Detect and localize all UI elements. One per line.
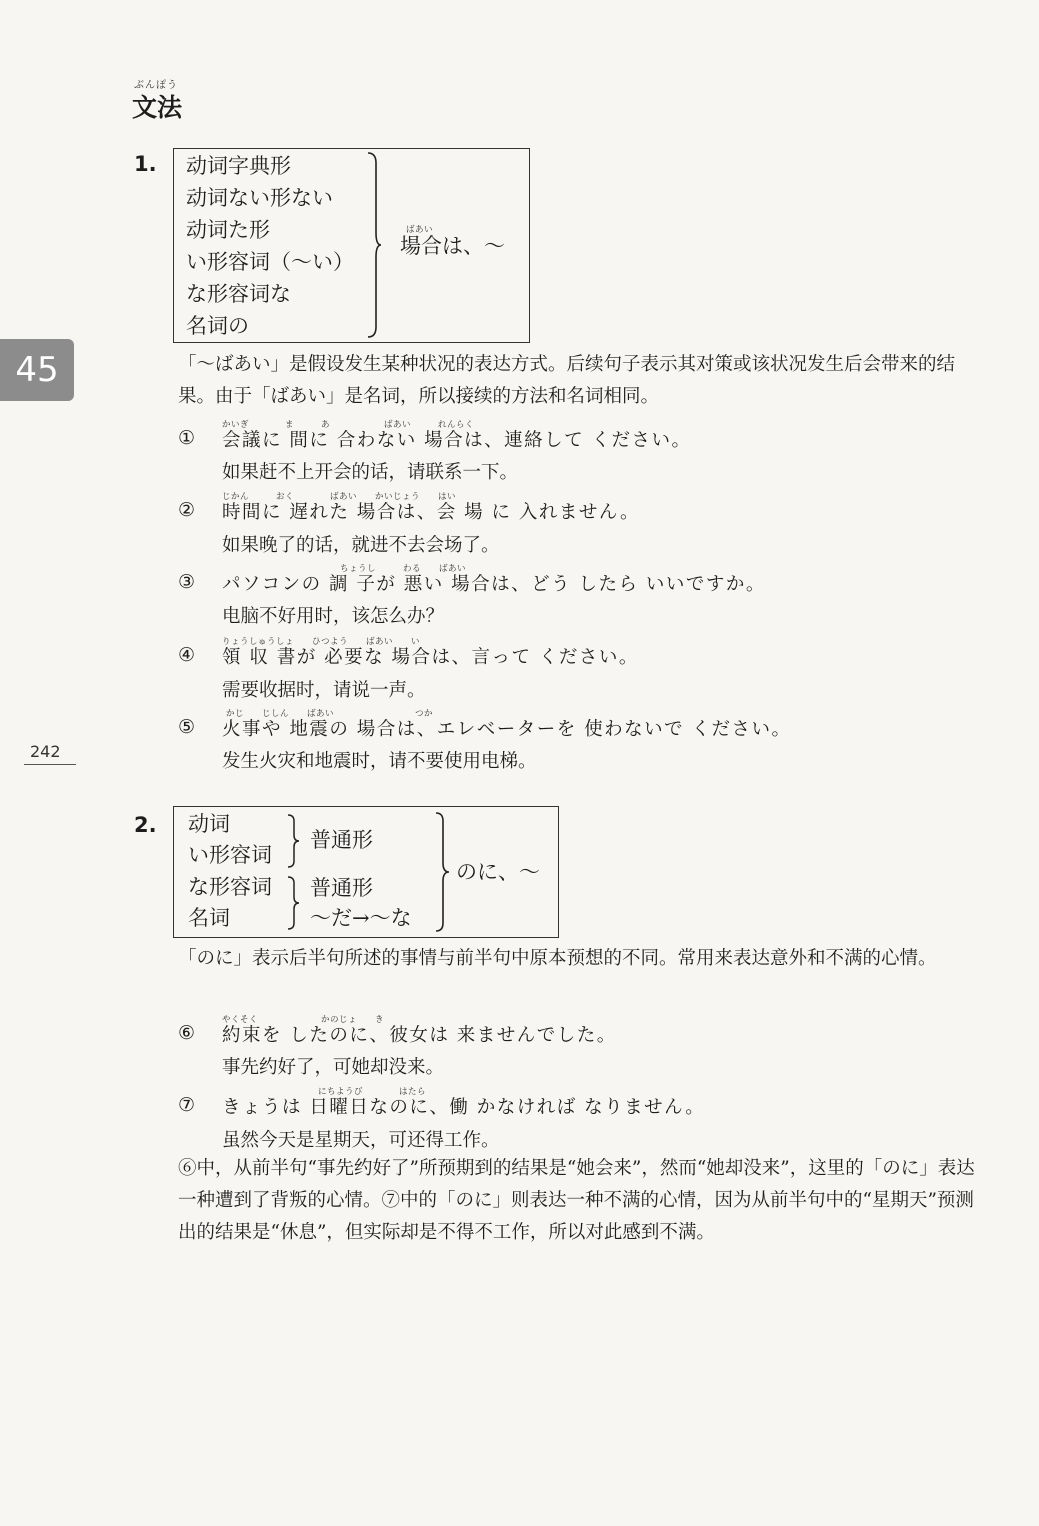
grammar-2-result: のに、〜 (456, 860, 540, 884)
example-japanese: パソコンの 調 子が 悪い 場合は、どう したら いいですか。 (222, 574, 766, 595)
pattern-line: な形容词 (188, 875, 272, 899)
grammar-2-pattern-box (173, 806, 559, 938)
pattern-line: 名词の (186, 314, 249, 338)
pattern-line: な形容词な (186, 282, 291, 306)
example-chinese: 电脑不好用时，该怎么办？ (222, 606, 445, 627)
pattern-line: 名词 (188, 906, 230, 930)
pattern-middle: 〜だ→〜な (310, 906, 412, 930)
example-furigana: かじ じしん ばあい つか (226, 709, 434, 719)
right-brace-icon (286, 875, 300, 931)
example-japanese: 時間に 遅れた 場合は、会 場 に 入れません。 (222, 502, 641, 523)
grammar-1-explanation: 「〜ばあい」是假设发生某种状况的表达方式。后续句子表示其对策或该状况发生后会带来的结果。由于「ばあい」是名词，所以接续的方法和名词相同。 (178, 354, 956, 407)
example-number: ② (178, 499, 196, 521)
chapter-tab: 45 (0, 339, 74, 401)
grammar-1-number: 1. (134, 152, 157, 176)
example-japanese: 火事や 地震の 場合は、エレベーターを 使わないで ください。 (222, 719, 792, 740)
grammar-1-result: 場合は、〜 (400, 234, 505, 258)
grammar-2-note: ⑥中，从前半句“事先约好了”所预期到的结果是“她会来”，然而“她却没来”，这里的「のに」表达一种遭到了背叛的心情。⑦中的「のに」则表达一种不满的心情，因为从前半句中的“星期天”预测出的结果是“休息”，但实际却是不得不工作，所以对此感到不满。 (178, 1158, 975, 1243)
section-title: 文法 (132, 93, 183, 122)
example-japanese: 約束を したのに、彼女は 来ませんでした。 (222, 1025, 617, 1046)
example-chinese: 事先约好了，可她却没来。 (222, 1057, 445, 1078)
page-number: 242 (30, 742, 61, 761)
example-furigana: ちょうし わる ばあい (340, 564, 467, 574)
pattern-middle: 普通形 (310, 828, 373, 852)
grammar-2-number: 2. (134, 813, 157, 837)
example-japanese: 領 収 書が 必要な 場合は、言って ください。 (222, 647, 639, 668)
example-number: ⑦ (178, 1094, 196, 1116)
example-chinese: 如果赶不上开会的话，请联系一下。 (222, 462, 519, 483)
example-chinese: 虽然今天是星期天，可还得工作。 (222, 1130, 500, 1151)
example-chinese: 发生火灾和地震时，请不要使用电梯。 (222, 751, 537, 772)
pattern-middle: 普通形 (310, 876, 373, 900)
example-furigana: りょうしゅうしょ ひつよう ばあい い (222, 637, 421, 647)
pattern-line: い形容词 (188, 843, 272, 867)
example-japanese: 会議に 間に 合わない 場合は、連絡して ください。 (222, 430, 692, 451)
pattern-line: 动词字典形 (186, 154, 291, 178)
example-number: ③ (178, 571, 196, 593)
pattern-line: 动词ない形ない (186, 186, 333, 210)
pattern-line: 动词 (188, 812, 230, 836)
grammar-1-pattern-box (173, 148, 530, 343)
example-furigana: やくそく かのじょ き (222, 1015, 385, 1025)
example-number: ④ (178, 644, 196, 666)
example-number: ⑤ (178, 716, 196, 738)
right-brace-icon (366, 151, 382, 339)
example-number: ① (178, 427, 196, 449)
example-chinese: 如果晚了的话，就进不去会场了。 (222, 535, 500, 556)
pattern-line: 动词た形 (186, 218, 270, 242)
section-title-ruby: ぶんぽう (134, 80, 178, 91)
pattern-line: い形容词（〜い） (186, 250, 354, 274)
result-ruby: ばあい (406, 225, 434, 235)
example-furigana: かいぎ ま あ ばあい れんらく (222, 420, 475, 430)
example-japanese: きょうは 日曜日なのに、働 かなければ なりません。 (222, 1097, 706, 1118)
right-brace-icon (286, 813, 300, 869)
example-furigana: じかん おく ばあい かいじょう はい (222, 492, 457, 502)
example-chinese: 需要收据时，请说一声。 (222, 680, 426, 701)
grammar-2-explanation: 「のに」表示后半句所述的事情与前半句中原本预想的不同。常用来表达意外和不满的心情。 (178, 948, 937, 969)
page-number-rule (24, 764, 76, 765)
right-brace-icon (434, 811, 450, 933)
example-furigana: にちようび はたら (318, 1087, 427, 1097)
example-number: ⑥ (178, 1022, 196, 1044)
